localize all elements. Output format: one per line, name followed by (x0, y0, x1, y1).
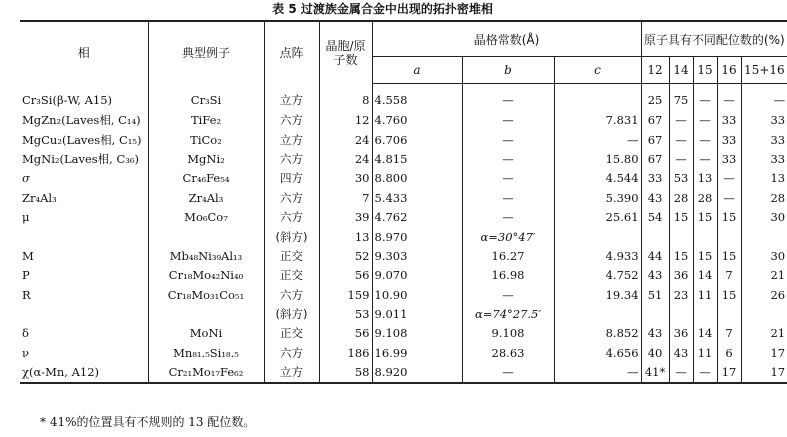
cell-c: 7.831 (554, 111, 641, 130)
header-atoms: 晶胞/原子数 (319, 21, 372, 84)
cell-atoms: 56 (319, 266, 372, 285)
cell-lattice: 六方 (264, 344, 319, 363)
table-body (20, 84, 787, 384)
cell-cn14 (669, 305, 693, 324)
table-row (20, 169, 787, 188)
table-row (20, 227, 787, 246)
cell-cn12: 67 (641, 150, 669, 169)
cell-cn1516: 21 (741, 324, 787, 343)
cell-cn15: — (693, 363, 717, 383)
cell-atoms: 58 (319, 363, 372, 383)
header-lattice: 点阵 (264, 21, 319, 84)
cell-phase (20, 227, 148, 246)
cell-cn16: 7 (717, 324, 741, 343)
cell-cn1516: 28 (741, 189, 787, 208)
cell-lattice: (斜方) (264, 227, 319, 246)
cell-b: α=30°47′ (462, 227, 554, 246)
cell-cn14: 23 (669, 286, 693, 305)
table-row (20, 344, 787, 363)
table-row (20, 111, 787, 130)
table-row (20, 266, 787, 285)
cell-lattice: 六方 (264, 286, 319, 305)
cell-example: MoNi (148, 324, 264, 343)
cell-cn16: 15 (717, 247, 741, 266)
cell-atoms: 39 (319, 208, 372, 227)
cell-cn12: 25 (641, 84, 669, 112)
cell-cn16: 17 (717, 363, 741, 383)
cell-cn12: 43 (641, 266, 669, 285)
cell-cn15: 11 (693, 286, 717, 305)
cell-atoms: 52 (319, 247, 372, 266)
cell-lattice: 正交 (264, 247, 319, 266)
cell-lattice: 六方 (264, 189, 319, 208)
cell-cn15: — (693, 111, 717, 130)
cell-a: 6.706 (372, 130, 462, 149)
table-row (20, 208, 787, 227)
cell-lattice: 立方 (264, 130, 319, 149)
cell-lattice: (斜方) (264, 305, 319, 324)
cell-cn15: — (693, 84, 717, 112)
cell-example: Cr₁₈Mo₃₁Co₅₁ (148, 286, 264, 305)
cell-cn12 (641, 227, 669, 246)
cell-cn14: 15 (669, 208, 693, 227)
cell-cn16: — (717, 84, 741, 112)
cell-cn14: 43 (669, 344, 693, 363)
cell-example: Zr₄Al₃ (148, 189, 264, 208)
cell-c: 15.80 (554, 150, 641, 169)
cell-atoms: 8 (319, 84, 372, 112)
cell-cn16 (717, 305, 741, 324)
cell-atoms: 186 (319, 344, 372, 363)
cell-phase: MgNi₂(Laves相, C₃₆) (22, 151, 139, 166)
table-row (20, 130, 787, 149)
cell-cn15: 15 (693, 208, 717, 227)
cell-a: 4.815 (372, 150, 462, 169)
cell-phase: Cr₃Si(β-W, A15) (22, 92, 113, 107)
cell-a: 4.558 (372, 84, 462, 112)
cell-cn14: — (669, 130, 693, 149)
cell-cn1516: 30 (741, 247, 787, 266)
cell-b: 16.27 (462, 247, 554, 266)
table-footnote: * 41%的位置具有不规则的 13 配位数。 (40, 415, 256, 429)
header-cn1516: 15+16 (741, 57, 787, 84)
cell-a: 9.108 (372, 324, 462, 343)
cell-example (148, 227, 264, 246)
cell-b: 16.98 (462, 266, 554, 285)
cell-cn14: 15 (669, 247, 693, 266)
cell-atoms: 7 (319, 189, 372, 208)
table-caption: 表 5 过渡族金属合金中出现的拓扑密堆相 (272, 2, 493, 16)
cell-phase: δ (22, 326, 29, 341)
cell-a: 4.760 (372, 111, 462, 130)
cell-example: TiFe₂ (148, 111, 264, 130)
cell-cn14: — (669, 363, 693, 383)
cell-example: Cr₁₈Mo₄₂Ni₄₀ (148, 266, 264, 285)
cell-atoms: 159 (319, 286, 372, 305)
header-a: a (372, 57, 462, 84)
cell-cn16: 7 (717, 266, 741, 285)
cell-cn12 (641, 305, 669, 324)
cell-atoms: 12 (319, 111, 372, 130)
cell-atoms: 24 (319, 130, 372, 149)
table-row (20, 247, 787, 266)
cell-example: MgNi₂ (148, 150, 264, 169)
cell-b: — (462, 189, 554, 208)
cell-example (148, 305, 264, 324)
table-row (20, 84, 787, 112)
cell-c: — (554, 130, 641, 149)
cell-phase: MgCu₂(Laves相, C₁₅) (22, 132, 142, 147)
cell-cn1516: 30 (741, 208, 787, 227)
cell-example: Mb₄₈Ni₃₉Al₁₃ (148, 247, 264, 266)
cell-cn16: — (717, 169, 741, 188)
cell-c: 4.544 (554, 169, 641, 188)
phase-table (20, 20, 787, 384)
table-row (20, 324, 787, 343)
cell-b: α=74°27.5′ (462, 305, 554, 324)
cell-example: Mo₆Co₇ (148, 208, 264, 227)
cell-cn12: 33 (641, 169, 669, 188)
cell-cn12: 43 (641, 189, 669, 208)
header-lattice-constants: 晶格常数(Å) (372, 21, 641, 57)
cell-cn15: 15 (693, 247, 717, 266)
cell-cn12: 54 (641, 208, 669, 227)
cell-cn14: 75 (669, 84, 693, 112)
cell-cn14: — (669, 111, 693, 130)
cell-lattice: 正交 (264, 266, 319, 285)
table-row (20, 286, 787, 305)
cell-phase: P (22, 268, 30, 283)
cell-cn12: 40 (641, 344, 669, 363)
cell-cn15: 13 (693, 169, 717, 188)
cell-phase: Zr₄Al₃ (22, 190, 57, 205)
cell-atoms: 56 (319, 324, 372, 343)
cell-lattice: 六方 (264, 111, 319, 130)
cell-example: Mn₈₁.₅Si₁₈.₅ (148, 344, 264, 363)
cell-phase: MgZn₂(Laves相, C₁₄) (22, 113, 141, 128)
header-cn16: 16 (717, 57, 741, 84)
cell-cn15: 14 (693, 266, 717, 285)
cell-phase: σ (22, 171, 30, 186)
cell-cn15 (693, 227, 717, 246)
cell-a: 10.90 (372, 286, 462, 305)
cell-lattice: 立方 (264, 363, 319, 383)
cell-cn12: 51 (641, 286, 669, 305)
cell-c (554, 305, 641, 324)
cell-a: 9.011 (372, 305, 462, 324)
cell-cn12: 67 (641, 111, 669, 130)
cell-cn1516: 33 (741, 111, 787, 130)
cell-b: — (462, 84, 554, 112)
cell-phase: ν (22, 345, 29, 360)
cell-b: 28.63 (462, 344, 554, 363)
cell-cn16: 33 (717, 130, 741, 149)
cell-phase: χ(α-Mn, A12) (20, 363, 148, 383)
cell-a: 9.070 (372, 266, 462, 285)
cell-cn16: — (717, 189, 741, 208)
cell-atoms: 24 (319, 150, 372, 169)
cell-phase: μ (22, 210, 30, 225)
table-row (20, 189, 787, 208)
cell-c: 19.34 (554, 286, 641, 305)
header-c: c (554, 57, 641, 84)
cell-cn1516 (741, 227, 787, 246)
cell-cn16: 6 (717, 344, 741, 363)
cell-atoms: 53 (319, 305, 372, 324)
cell-cn16: 15 (717, 286, 741, 305)
cell-cn1516: 17 (741, 363, 787, 383)
cell-lattice: 六方 (264, 208, 319, 227)
cell-cn14 (669, 227, 693, 246)
cell-c (554, 84, 641, 112)
cell-cn12: 44 (641, 247, 669, 266)
cell-lattice: 正交 (264, 324, 319, 343)
cell-cn15: 11 (693, 344, 717, 363)
cell-a: 8.800 (372, 169, 462, 188)
cell-a: 9.303 (372, 247, 462, 266)
cell-cn1516: 33 (741, 130, 787, 149)
cell-cn16: 15 (717, 208, 741, 227)
cell-phase (20, 305, 148, 324)
cell-example: Cr₄₆Fe₅₄ (148, 169, 264, 188)
header-example: 典型例子 (148, 21, 264, 84)
cell-cn1516: 33 (741, 150, 787, 169)
cell-cn15: — (693, 150, 717, 169)
cell-a: 16.99 (372, 344, 462, 363)
cell-cn14: 36 (669, 266, 693, 285)
cell-b: — (462, 208, 554, 227)
cell-cn16: 33 (717, 150, 741, 169)
cell-example: Cr₂₁Mo₁₇Fe₆₂ (148, 363, 264, 383)
header-cn12: 12 (641, 57, 669, 84)
cell-c: 8.852 (554, 324, 641, 343)
cell-atoms: 13 (319, 227, 372, 246)
cell-lattice: 四方 (264, 169, 319, 188)
cell-c: 4.656 (554, 344, 641, 363)
cell-example: TiCo₂ (148, 130, 264, 149)
cell-c: 4.752 (554, 266, 641, 285)
cell-cn12: 41* (641, 363, 669, 383)
cell-b: — (462, 169, 554, 188)
table-row (20, 150, 787, 169)
cell-b: 9.108 (462, 324, 554, 343)
cell-cn1516: 21 (741, 266, 787, 285)
cell-a: 8.970 (372, 227, 462, 246)
cell-phase: M (22, 248, 34, 263)
header-b: b (462, 57, 554, 84)
cell-b: — (462, 130, 554, 149)
cell-cn16: 33 (717, 111, 741, 130)
cell-cn15 (693, 305, 717, 324)
cell-c: — (554, 363, 641, 383)
cell-c: 4.933 (554, 247, 641, 266)
cell-cn1516: 13 (741, 169, 787, 188)
cell-a: 5.433 (372, 189, 462, 208)
cell-c: 25.61 (554, 208, 641, 227)
cell-cn16 (717, 227, 741, 246)
cell-example: Cr₃Si (148, 84, 264, 112)
table-row (20, 305, 787, 324)
header-coordination: 原子具有不同配位数的(%) (641, 21, 787, 57)
table-row (20, 363, 787, 383)
cell-a: 8.920 (372, 363, 462, 383)
cell-c (554, 227, 641, 246)
cell-cn14: 28 (669, 189, 693, 208)
cell-cn1516: 26 (741, 286, 787, 305)
cell-a: 4.762 (372, 208, 462, 227)
cell-c: 5.390 (554, 189, 641, 208)
cell-cn15: — (693, 130, 717, 149)
header-cn14: 14 (669, 57, 693, 84)
cell-cn1516: — (741, 84, 787, 112)
cell-phase: R (22, 287, 31, 302)
cell-cn15: 14 (693, 324, 717, 343)
header-phase: 相 (20, 21, 148, 84)
cell-cn14: — (669, 150, 693, 169)
cell-cn12: 43 (641, 324, 669, 343)
cell-cn14: 53 (669, 169, 693, 188)
cell-atoms: 30 (319, 169, 372, 188)
cell-lattice: 六方 (264, 150, 319, 169)
header-cn15: 15 (693, 57, 717, 84)
cell-b: — (462, 286, 554, 305)
cell-lattice: 立方 (264, 84, 319, 112)
cell-b: — (462, 111, 554, 130)
cell-b: — (462, 150, 554, 169)
cell-cn1516 (741, 305, 787, 324)
cell-b: — (462, 363, 554, 383)
cell-cn15: 28 (693, 189, 717, 208)
cell-cn12: 67 (641, 130, 669, 149)
cell-cn1516: 17 (741, 344, 787, 363)
cell-cn14: 36 (669, 324, 693, 343)
